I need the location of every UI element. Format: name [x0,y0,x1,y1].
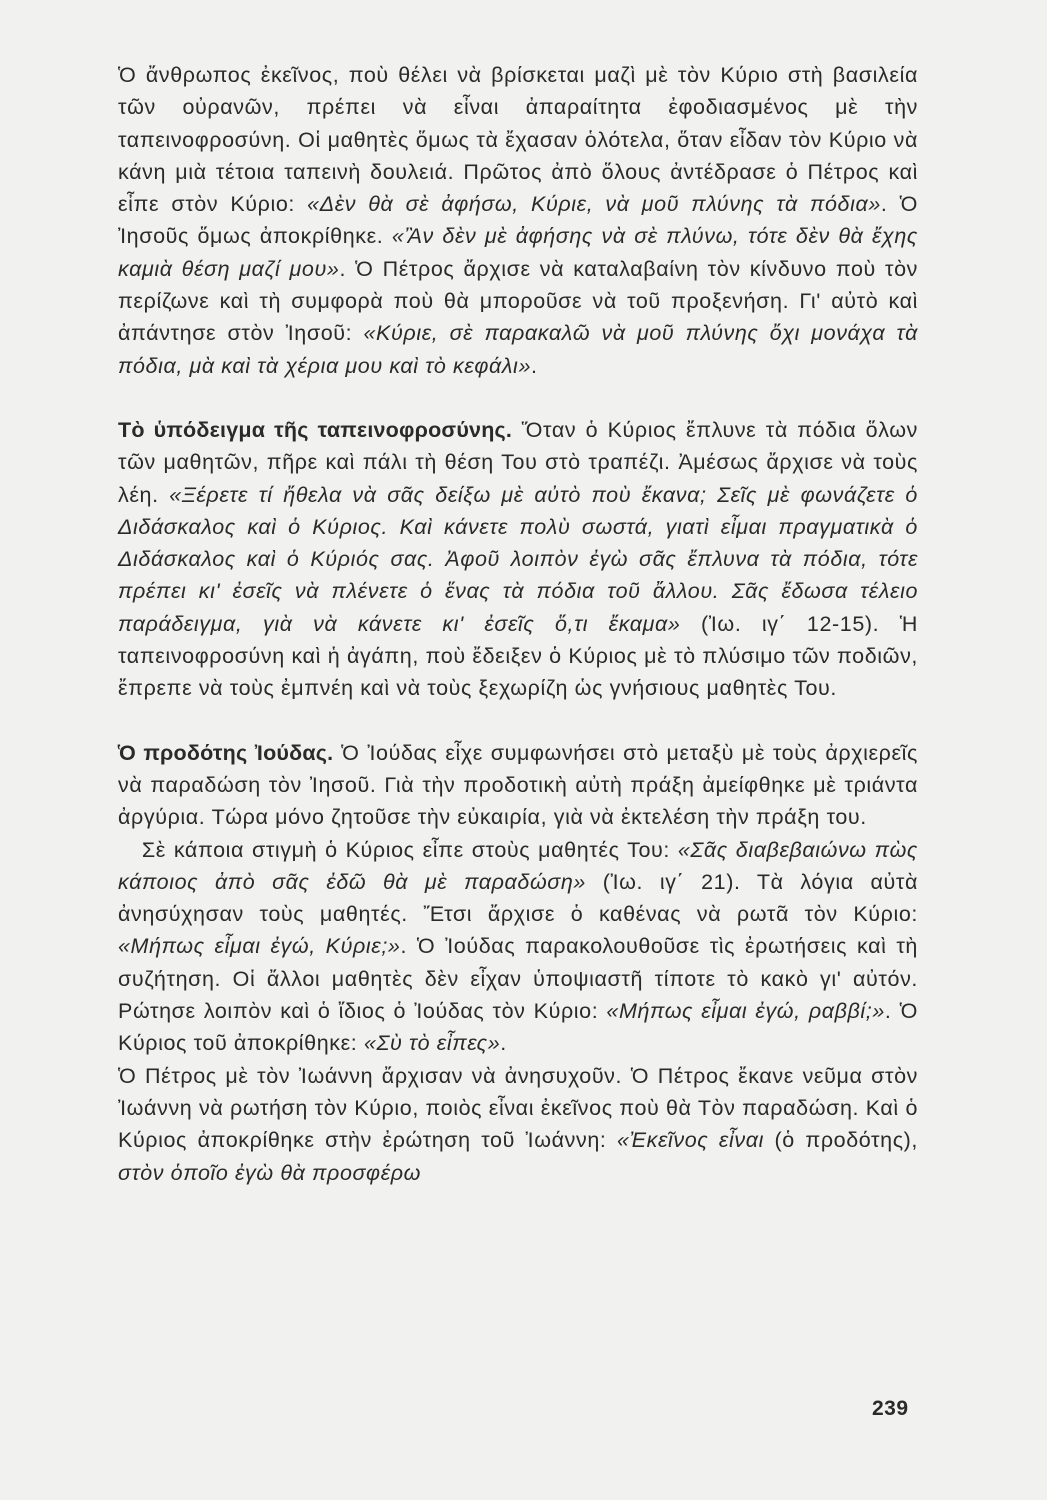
text-segment: . Ὁ Πέτρος ἄρχισε νὰ καταλαβαίνη τὸν κίνδυνο ποὺ τὸν περίζωνε καὶ τὴ συμφορὰ ποὺ θὰ μποροῦσε νὰ τοῦ προξενήση. Γι' αὐτὸ καὶ ἀπάντησε στὸν Ἰησοῦ: [118,256,918,346]
section-heading: Τὸ ὑπόδειγμα τῆς ταπεινοφροσύνης. [118,417,513,442]
text-segment: . [500,1031,507,1056]
text-segment: . Ὁ Κύριος τοῦ ἀποκρίθηκε: [118,999,918,1056]
text-segment: . Ὁ Ἰησοῦς ὅμως ἀποκρίθηκε. [118,192,918,249]
quote: «Ξέρετε τί ἤθελα νὰ σᾶς δείξω μὲ αὐτὸ ποὺ ἔκανα; Σεῖς μὲ φωνάζετε ὁ Διδάσκαλος καὶ ὁ Κύριος. Καὶ κάνετε πολὺ σωστά, γιατὶ εἶμαι πραγματικὰ ὁ Διδάσκαλος καὶ ὁ Κύριός σας. Ἀφοῦ λοιπὸν ἐγὼ σᾶς ἔπλυνα τὰ πόδια, τότε πρέπει κι' ἐσεῖς νὰ πλένετε ὁ ἕνας τὰ πόδια τοῦ ἄλλου. Σᾶς ἔδωσα τέλειο παράδειγμα, γιὰ νὰ κάνετε κι' ἐσεῖς ὅ,τι ἔκαμα» [118,482,918,636]
text-segment: Ὅταν ὁ Κύριος ἔπλυνε τὰ πόδια ὅλων τῶν μαθητῶν, πῆρε καὶ πάλι τὴ θέση Του στὸ τραπέζι. Ἀμέσως ἄρχισε νὰ τοὺς λέη. [118,417,918,507]
text-segment: (ὁ προδότης), [763,1128,918,1153]
quote: «Σὺ τὸ εἶπες» [363,1031,501,1056]
section-heading: Ὁ προδότης Ἰούδας. [118,740,334,765]
quote: «Ἂν δὲν μὲ ἀφήσης νὰ σὲ πλύνω, τότε δὲν θὰ ἔχης καμιὰ θέση μαζί μου» [118,224,918,281]
page-number: 239 [872,1397,909,1420]
text-segment: Ὁ Ἰούδας εἶχε συμφωνήσει στὸ μεταξὺ μὲ τοὺς ἀρχιερεῖς νὰ παραδώση τὸν Ἰησοῦ. Γιὰ τὴν προδοτικὴ αὐτὴ πράξη ἀμείφθηκε μὲ τριάντα ἀργύρια. Τώρα μόνο ζητοῦσε τὴν εὐκαιρία, γιὰ νὰ ἐκτελέση τὴν πράξη του. [118,740,919,830]
text-segment: Σὲ κάποια στιγμὴ ὁ Κύριος εἶπε στοὺς μαθητές Του: [141,837,678,862]
main-text [118,59,918,1189]
paragraph-example-of-humility [118,414,918,705]
quote: «Δὲν θὰ σὲ ἀφήσω, Κύριε, νὰ μοῦ πλύνης τὰ πόδια» [307,192,881,217]
quote: «Κύριε, σὲ παρακαλῶ νὰ μοῦ πλύνης ὄχι μονάχα τὰ πόδια, μὰ καὶ τὰ χέρια μου καὶ τὸ κεφάλι» [118,321,918,378]
text-segment: Ὁ ἄνθρωπος ἐκεῖνος, ποὺ θέλει νὰ βρίσκεται μαζὶ μὲ τὸν Κύριο στὴ βασιλεία τῶν οὐρανῶν, πρέπει νὰ εἶναι ἀπαραίτητα ἐφοδιασμένος μὲ τὴν ταπεινοφροσύνη. Οἱ μαθητὲς ὅμως τὰ ἔχασαν ὁλότελα, ὅταν εἶδαν τὸν Κύριο νὰ κάνη μιὰ τέτοια ταπεινὴ δουλειά. Πρῶτος ἀπὸ ὅλους ἀντέδρασε ὁ Πέτρος καὶ εἶπε στὸν Κύριο: [118,63,918,217]
quote: «Μήπως εἶμαι ἐγώ, Κύριε;» [118,934,401,959]
text-segment: . Ὁ Ἰούδας παρακολουθοῦσε τὶς ἐρωτήσεις καὶ τὴ συζήτηση. Οἱ ἄλλοι μαθητὲς δὲν εἶχαν ὑποψιαστῆ τίποτε τὸ κακὸ γι' αὐτόν. Ρώτησε λοιπὸν καὶ ὁ ἴδιος ὁ Ἰούδας τὸν Κύριο: [118,934,918,1024]
quote: «Μήπως εἶμαι ἐγώ, ραββί;» [606,999,885,1024]
quote: «Σᾶς διαβεβαιώνω πὼς κάποιος ἀπὸ σᾶς ἐδῶ θὰ μὲ παραδώση» [118,837,918,894]
quote: στὸν ὁποῖο ἐγὼ θὰ προσφέρω [118,1160,421,1185]
paragraph-traitor-judas [118,737,918,834]
text-segment: (Ἰω. ιγ΄ 12-15). Ἡ ταπεινοφροσύνη καὶ ἡ ἀγάπη, ποὺ ἔδειξεν ὁ Κύριος μὲ τὸ πλύσιμο τῶν ποδιῶν, ἔπρεπε νὰ τοὺς ἐμπνέη καὶ νὰ τοὺς ξεχωρίζη ὡς γνήσιους μαθητὲς Του. [118,611,918,701]
text-segment: (Ἰω. ιγ΄ 21). Τὰ λόγια αὐτὰ ἀνησύχησαν τοὺς μαθητές. Ἔτσι ἄρχισε ὁ καθένας νὰ ρωτᾶ τὸν Κύριο: [118,869,918,927]
text-segment: . [531,353,538,378]
text-segment: Ὁ Πέτρος μὲ τὸν Ἰωάννη ἄρχισαν νὰ ἀνησυχοῦν. Ὁ Πέτρος ἔκανε νεῦμα στὸν Ἰωάννη νὰ ρωτήση τὸν Κύριο, ποιὸς εἶναι ἐκεῖνος ποὺ θὰ Τὸν παραδώση. Καὶ ὁ Κύριος ἀποκρίθηκε στὴν ἐρώτηση τοῦ Ἰωάννη: [118,1063,918,1153]
paragraph-humility-intro [118,59,918,382]
paragraph-peter-john [118,1060,918,1189]
quote: «Ἐκεῖνος εἶναι [617,1128,764,1153]
paragraph-announcement [118,834,918,1060]
